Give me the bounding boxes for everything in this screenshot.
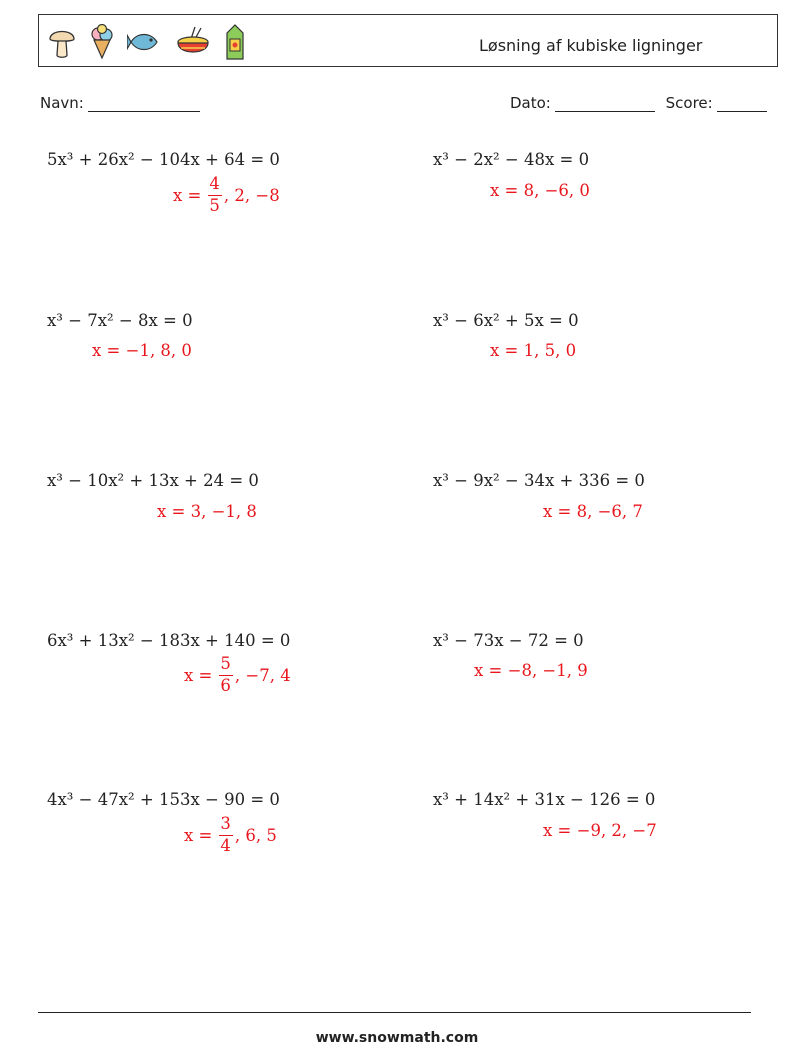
problem-equation: x³ − 7x² − 8x = 0 <box>47 311 193 330</box>
score-label: Score: <box>665 94 713 112</box>
answer-text: x = 3, −1, 8 <box>157 502 257 521</box>
problem-equation: x³ − 73x − 72 = 0 <box>433 631 584 650</box>
fraction-denominator: 5 <box>209 195 220 215</box>
answer-prefix: x = <box>184 665 213 685</box>
score-blank <box>717 95 767 112</box>
name-label: Navn: <box>40 94 84 112</box>
footer-site-link[interactable]: www.snowmath.com <box>315 1030 479 1046</box>
page-title: Løsning af kubiske ligninger <box>479 36 703 55</box>
fraction-numerator: 4 <box>209 174 220 193</box>
fish-icon <box>127 29 163 55</box>
juice-carton-icon <box>223 23 247 61</box>
answer-fraction <box>207 176 222 214</box>
answer-fraction <box>218 816 233 854</box>
problem-equation: x³ − 2x² − 48x = 0 <box>433 150 590 169</box>
name-field <box>40 94 200 112</box>
problem-equation: 5x³ + 26x² − 104x + 64 = 0 <box>47 150 280 169</box>
date-score-fields <box>510 94 767 112</box>
problem-equation: x³ − 9x² − 34x + 336 = 0 <box>433 471 645 490</box>
problem-equation: x³ + 14x² + 31x − 126 = 0 <box>433 790 656 809</box>
answer-prefix: x = <box>173 185 202 205</box>
answer-5 <box>157 502 257 521</box>
answer-9 <box>184 816 277 854</box>
answer-8 <box>474 661 588 680</box>
answer-text: x = 1, 5, 0 <box>490 341 577 360</box>
date-label: Dato: <box>510 94 551 112</box>
answer-rest: , −7, 4 <box>234 665 291 685</box>
answer-4 <box>490 341 576 360</box>
date-blank <box>555 95 655 112</box>
worksheet-header <box>38 14 778 67</box>
fraction-denominator: 4 <box>220 835 231 855</box>
answer-text: x = 8, −6, 7 <box>543 502 643 521</box>
answer-6 <box>543 502 643 521</box>
noodle-bowl-icon <box>175 25 211 59</box>
answer-fraction <box>218 656 233 694</box>
problem-equation: x³ − 6x² + 5x = 0 <box>433 311 579 330</box>
icon-row <box>47 21 247 63</box>
answer-10 <box>543 821 657 840</box>
problem-equation: x³ − 10x² + 13x + 24 = 0 <box>47 471 259 490</box>
answer-text: x = 8, −6, 0 <box>490 181 590 200</box>
name-blank <box>88 95 200 112</box>
answer-text: x = −8, −1, 9 <box>474 661 588 680</box>
ice-cream-icon <box>89 24 115 60</box>
mushroom-icon <box>47 25 77 59</box>
problem-equation: 6x³ + 13x² − 183x + 140 = 0 <box>47 631 291 650</box>
answer-text: x = −1, 8, 0 <box>92 341 192 360</box>
fraction-numerator: 3 <box>220 814 231 833</box>
answer-prefix: x = <box>184 825 213 845</box>
answer-text: x = −9, 2, −7 <box>543 821 657 840</box>
answer-7 <box>184 656 291 694</box>
fraction-numerator: 5 <box>220 654 231 673</box>
fraction-denominator: 6 <box>220 675 231 695</box>
answer-2 <box>490 181 590 200</box>
answer-rest: , 2, −8 <box>223 185 280 205</box>
problem-equation: 4x³ − 47x² + 153x − 90 = 0 <box>47 790 280 809</box>
answer-rest: , 6, 5 <box>234 825 277 845</box>
answer-1 <box>173 176 280 214</box>
answer-3 <box>92 341 192 360</box>
footer-divider <box>38 1012 751 1013</box>
